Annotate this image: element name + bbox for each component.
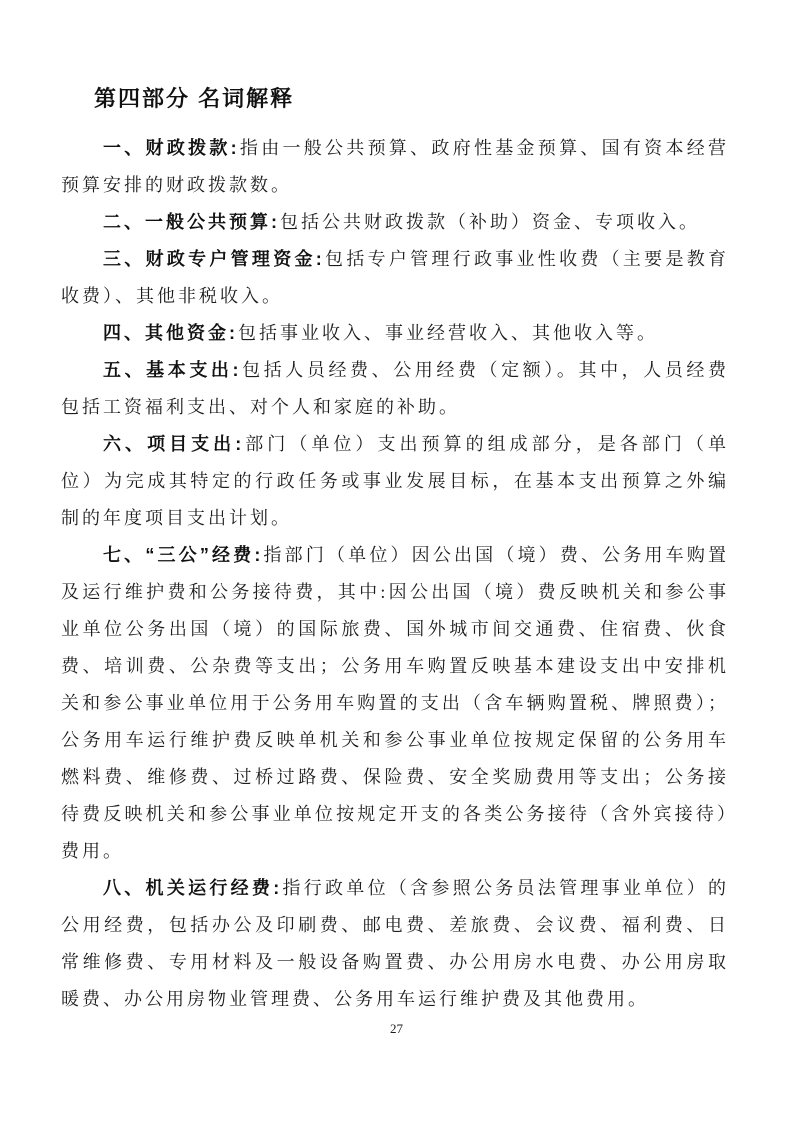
definition-text: 指部门（单位）因公出国（境）费、公务用车购置及运行维护费和公务接待费，其中:因公出国（境）费反映机关和参公事业单位公务出国（境）的国际旅费、国外城市间交通费、住宿费、伙食费、培训费、公杂费等支出；公务用车购置反映基本建设支出中安排机关和参公事业单位用于公务用车购置的支出（含车辆购置税、牌照费）；公务用车运行维护费反映单机关和参公事业单位按规定保留的公务用车燃料费、维修费、过桥过路费、保险费、安全奖励费用等支出；公务接待费反映机关和参公事业单位按规定开支的各类公务接待（含外宾接待）费用。 bbox=[61, 545, 729, 861]
definition-text: 部门（单位）支出预算的组成部分，是各部门（单位）为完成其特定的行政任务或事业发展目标，在基本支出预算之外编制的年度项目支出计划。 bbox=[61, 434, 730, 528]
definitions-list bbox=[61, 130, 729, 1018]
definition-paragraph bbox=[61, 315, 729, 352]
definition-term: 三、财政专户管理资金: bbox=[103, 249, 325, 269]
definition-paragraph bbox=[61, 870, 729, 1018]
definition-text: 包括人员经费、公用经费（定额）。其中，人员经费包括工资福利支出、对个人和家庭的补助。 bbox=[61, 360, 729, 417]
definition-paragraph bbox=[61, 426, 729, 537]
page-number: 27 bbox=[390, 1021, 403, 1036]
definition-term: 四、其他资金: bbox=[103, 323, 238, 343]
definition-term: 七、“三公”经费: bbox=[103, 545, 264, 565]
definition-paragraph bbox=[61, 352, 729, 426]
section-heading: 第四部分 名词解释 bbox=[94, 86, 295, 111]
definition-paragraph bbox=[61, 204, 729, 241]
definition-text: 包括事业收入、事业经营收入、其他收入等。 bbox=[238, 323, 658, 343]
definition-text: 指由一般公共预算、政府性基金预算、国有资本经营预算安排的财政拨款数。 bbox=[61, 138, 729, 195]
definition-term: 五、基本支出: bbox=[103, 360, 242, 380]
definition-term: 二、一般公共预算: bbox=[103, 212, 280, 232]
definition-term: 一、财政拨款: bbox=[103, 138, 240, 158]
definition-term: 八、机关运行经费: bbox=[103, 878, 283, 898]
definition-term: 六、项目支出: bbox=[103, 434, 245, 454]
definition-paragraph bbox=[61, 130, 729, 204]
definition-paragraph bbox=[61, 241, 729, 315]
definition-text: 包括专户管理行政事业性收费（主要是教育收费）、其他非税收入。 bbox=[61, 249, 730, 306]
definition-paragraph bbox=[61, 537, 729, 870]
definition-text: 指行政单位（含参照公务员法管理事业单位）的公用经费，包括办公及印刷费、邮电费、差旅费、会议费、福利费、日常维修费、专用材料及一般设备购置费、办公用房水电费、办公用房取暖费、办公用房物业管理费、公务用车运行维护费及其他费用。 bbox=[61, 878, 729, 1009]
definition-text: 包括公共财政拨款（补助）资金、专项收入。 bbox=[280, 212, 700, 232]
